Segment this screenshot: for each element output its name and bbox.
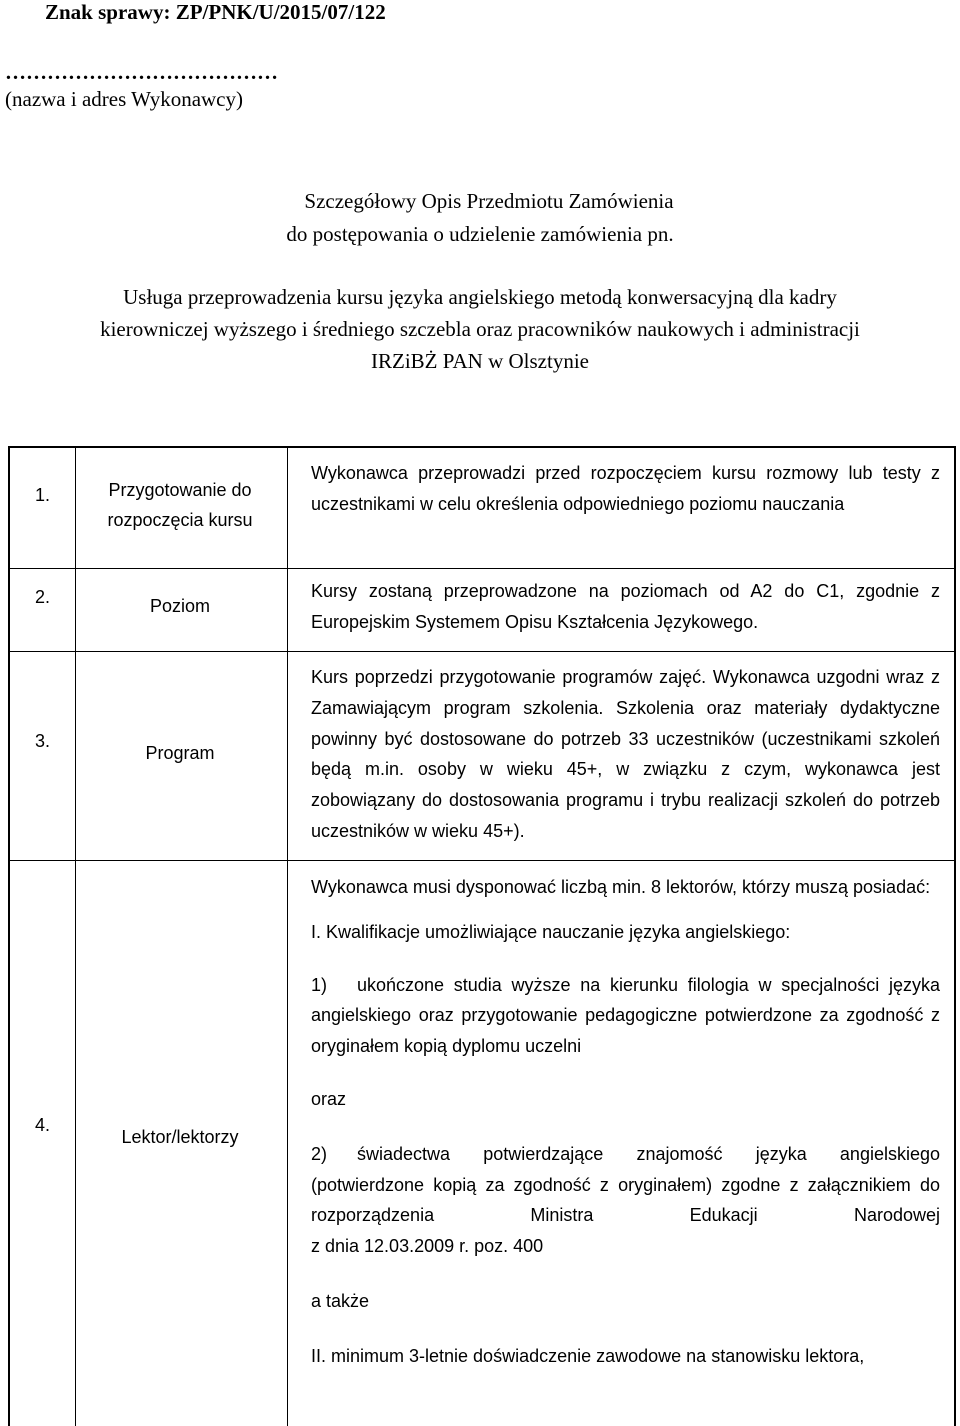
connector-also: a także bbox=[311, 1290, 370, 1311]
row-number: 2. bbox=[35, 587, 51, 607]
row-number: 1. bbox=[35, 485, 51, 505]
qualification-item-label: 2) bbox=[311, 1143, 328, 1164]
experience-heading: II. minimum 3-letnie doświadczenie zawodowe na stanowisku lektora, bbox=[311, 1345, 865, 1366]
document-title-line2: do postępowania o udzielenie zamówienia pn. bbox=[286, 222, 674, 246]
document-title bbox=[0, 185, 960, 251]
contractor-label: (nazwa i adres Wykonawcy) bbox=[5, 87, 243, 111]
row-number: 3. bbox=[35, 731, 51, 751]
qualifications-heading: I. Kwalifikacje umożliwiające nauczanie języka angielskiego: bbox=[311, 921, 791, 942]
lecturer-requirements-intro: Wykonawca musi dysponować liczbą min. 8 lektorów, którzy muszą posiadać: bbox=[311, 877, 931, 897]
column-divider bbox=[287, 448, 288, 1426]
qualification-item-label: 1) bbox=[311, 974, 328, 995]
row-description: Wykonawca przeprowadzi przed rozpoczęciem kursu rozmowy lub testy z uczestnikami w celu określenia odpowiedniego poziomu nauczania bbox=[311, 463, 940, 514]
subject-line1: Usługa przeprowadzenia kursu języka angielskiego metodą konwersacyjną dla kadry bbox=[123, 285, 837, 309]
column-divider bbox=[75, 448, 76, 1426]
row-description: Kurs poprzedzi przygotowanie programów zajęć. Wykonawca uzgodni wraz z Zamawiającym program szkolenia. Szkolenia oraz materiały dydaktyczne powinny być dostosowane do potrzeb 33 uczestników (uczestnikami szkoleń będą m.in. osoby w wieku 45+, w związku z czym, wykonawca jest zobowiązany do dostosowania programu i trybu realizacji szkoleń do potrzeb uczestników w wieku 45+). bbox=[311, 667, 940, 841]
row-number: 4. bbox=[35, 1115, 51, 1135]
subject-line3: IRZiBŻ PAN w Olsztynie bbox=[371, 349, 589, 373]
row-description: Kursy zostaną przeprowadzone na poziomach od A2 do C1, zgodnie z Europejskim Systemem Opisu Kształcenia Językowego. bbox=[311, 581, 940, 632]
qualification-item-text: świadectwa potwierdzające znajomość języka angielskiego (potwierdzone kopią za zgodność z oryginałem) zgodne z załącznikiem do rozporządzenia Ministra Edukacji Narodowej bbox=[311, 1143, 940, 1226]
qualification-item-text: ukończone studia wyższe na kierunku filologia w specjalności języka angielskiego oraz przygotowanie pedagogiczne potwierdzone za zgodność z oryginałem kopią dyplomu uczelni bbox=[311, 974, 940, 1057]
specification-table bbox=[8, 446, 956, 1426]
case-reference: Znak sprawy: ZP/PNK/U/2015/07/122 bbox=[45, 0, 386, 24]
procurement-subject bbox=[0, 281, 960, 377]
row-name: Program bbox=[145, 743, 215, 763]
contractor-placeholder-dots: ………………………………… bbox=[5, 60, 278, 84]
row-name-line2: rozpoczęcia kursu bbox=[107, 510, 253, 530]
row-name: Poziom bbox=[149, 596, 211, 616]
row-description bbox=[311, 872, 940, 1372]
connector-or: oraz bbox=[311, 1088, 347, 1109]
row-name-line1: Przygotowanie do bbox=[108, 480, 252, 500]
document-title-line1: Szczegółowy Opis Przedmiotu Zamówienia bbox=[304, 189, 674, 213]
row-name bbox=[80, 475, 280, 535]
qualification-item-date: z dnia 12.03.2009 r. poz. 400 bbox=[311, 1236, 544, 1257]
row-divider bbox=[10, 651, 954, 652]
row-name: Lektor/lektorzy bbox=[121, 1127, 239, 1147]
row-divider bbox=[10, 860, 954, 861]
subject-line2: kierowniczej wyższego i średniego szczebla oraz pracowników naukowych i administracji bbox=[100, 317, 860, 341]
row-divider bbox=[10, 568, 954, 569]
